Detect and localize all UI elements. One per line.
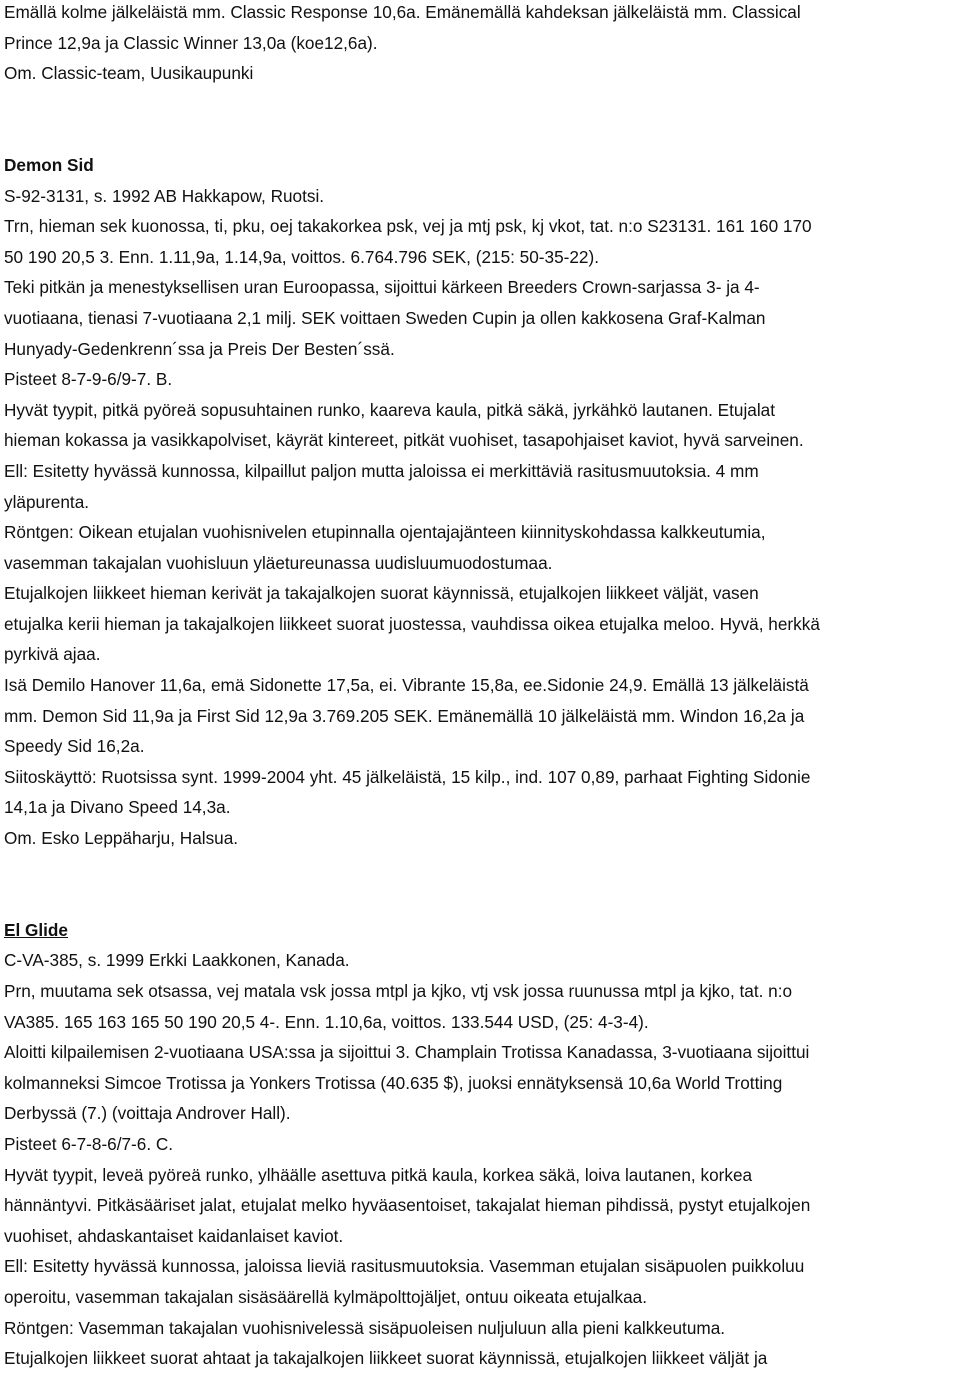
document-page: [4, 0, 956, 1374]
intro-section: [4, 0, 956, 89]
text-line: hieman kokassa ja vasikkapolviset, käyrät kintereet, pitkät vuohiset, tasapohjaiset kaviot, hyvä sarveinen.: [4, 430, 804, 451]
text-line: Etujalkojen liikkeet hieman kerivät ja takajalkojen suorat käynnissä, etujalkojen liikkeet väljät, vasen: [4, 583, 759, 604]
text-line: Prince 12,9a ja Classic Winner 13,0a (koe12,6a).: [4, 32, 378, 53]
text-line: Etujalkojen liikkeet suorat ahtaat ja takajalkojen liikkeet suorat käynnissä, etujalkojen liikkeet väljät ja: [4, 1348, 768, 1369]
text-line: hännäntyvi. Pitkäsääriset jalat, etujalat melko hyväasentoiset, takajalat hieman pihdissä, pystyt etujalkojen: [4, 1195, 811, 1216]
text-line: Prn, muutama sek otsassa, vej matala vsk jossa mtpl ja kjko, vtj vsk jossa ruunussa mtpl ja kjko, tat. n:o: [4, 981, 793, 1001]
text-line: kolmanneksi Simcoe Trotissa ja Yonkers Trotissa (40.635 $), juoksi ennätyksensä 10,6a World Trotting: [4, 1072, 783, 1093]
text-line: yläpurenta.: [4, 491, 90, 512]
text-line: S-92-3131, s. 1992 AB Hakkapow, Ruotsi.: [4, 185, 325, 206]
text-line: Ell: Esitetty hyvässä kunnossa, jaloissa lieviä rasitusmuutoksia. Vasemman etujalan sisäpuolen puikkoluu: [4, 1256, 805, 1277]
text-line: vuotiaana, tienasi 7-vuotiaana 2,1 milj. SEK voittaen Sweden Cupin ja ollen kakkosena Graf-Kalman: [4, 307, 766, 328]
spacer: [4, 854, 956, 885]
horse-name-heading: Demon Sid: [4, 154, 94, 175]
spacer: [4, 89, 956, 120]
text-line: Trn, hieman sek kuonossa, ti, pku, oej takakorkea psk, vej ja mtj psk, kj vkot, tat. n:o S23131. 161 160 170: [4, 216, 812, 237]
text-line: Speedy Sid 16,2a.: [4, 736, 145, 757]
text-line: Isä Demilo Hanover 11,6a, emä Sidonette 17,5a, ei. Vibrante 15,8a, ee.Sidonie 24,9. Emällä 13 jälkeläistä: [4, 675, 809, 696]
horse-entry-demon-sid: [4, 150, 956, 854]
text-line: Om. Esko Leppäharju, Halsua.: [4, 828, 239, 849]
text-line: mm. Demon Sid 11,9a ja First Sid 12,9a 3.769.205 SEK. Emänemällä 10 jälkeläistä mm. Windon 16,2a ja: [4, 705, 805, 726]
text-line: VA385. 165 163 165 50 190 20,5 4-. Enn. 1.10,6a, voittos. 133.544 USD, (25: 4-3-4).: [4, 1011, 649, 1032]
text-line: Derbyssä (7.) (voittaja Androver Hall).: [4, 1103, 291, 1124]
text-line: Hyvät tyypit, leveä pyöreä runko, ylhäälle asettuva pitkä kaula, korkea säkä, loiva lautanen, korkea: [4, 1164, 753, 1185]
text-line: Pisteet 6-7-8-6/7-6. C.: [4, 1133, 174, 1154]
text-line: Ell: Esitetty hyvässä kunnossa, kilpaillut paljon mutta jaloissa ei merkittäviä rasitusmuutoksia. 4 mm: [4, 460, 759, 481]
text-line: Emällä kolme jälkeläistä mm. Classic Response 10,6a. Emänemällä kahdeksan jälkeläistä mm. Classical: [4, 2, 801, 22]
text-line: Röntgen: Vasemman takajalan vuohisnivelessä sisäpuoleisen nuljuluun alla pieni kalkkeutuma.: [4, 1317, 726, 1338]
text-line: Hyvät tyypit, pitkä pyöreä sopusuhtainen runko, kaareva kaula, pitkä säkä, jyrkähkö lautanen. Etujalat: [4, 399, 776, 420]
horse-name-heading: El Glide: [4, 919, 68, 940]
text-line: Teki pitkän ja menestyksellisen uran Euroopassa, sijoittui kärkeen Breeders Crown-sarjassa 3- ja 4-: [4, 277, 760, 298]
text-line: C-VA-385, s. 1999 Erkki Laakkonen, Kanada.: [4, 950, 350, 971]
text-line: Aloitti kilpailemisen 2-vuotiaana USA:ssa ja sijoittui 3. Champlain Trotissa Kanadassa, 3-vuotiaana sijoittui: [4, 1042, 810, 1063]
spacer: [4, 119, 956, 150]
text-line: pyrkivä ajaa.: [4, 644, 101, 665]
text-line: 14,1a ja Divano Speed 14,3a.: [4, 797, 231, 818]
text-line: vasemman takajalan vuohisluun yläetureunassa uudisluumuodostumaa.: [4, 552, 553, 573]
text-line: 50 190 20,5 3. Enn. 1.11,9a, 1.14,9a, voittos. 6.764.796 SEK, (215: 50-35-22).: [4, 246, 599, 267]
text-line: Pisteet 8-7-9-6/9-7. B.: [4, 369, 173, 390]
text-line: vuohiset, ahdaskantaiset kaidanlaiset kaviot.: [4, 1225, 344, 1246]
text-line: Siitoskäyttö: Ruotsissa synt. 1999-2004 yht. 45 jälkeläistä, 15 kilp., ind. 107 0,89, parhaat Fighting Sidonie: [4, 766, 811, 787]
text-line: operoitu, vasemman takajalan sisäsäärellä kylmäpolttojäljet, ontuu oikeata etujalkaa.: [4, 1286, 647, 1307]
text-line: Om. Classic-team, Uusikaupunki: [4, 63, 254, 84]
horse-entry-el-glide: [4, 915, 956, 1374]
text-line: etujalka kerii hieman ja takajalkojen liikkeet suorat juostessa, vauhdissa oikea etujalka meloo. Hyvä, herkkä: [4, 613, 820, 634]
spacer: [4, 884, 956, 915]
text-line: Hunyady-Gedenkrenn´ssa ja Preis Der Besten´ssä.: [4, 338, 395, 359]
text-line: Röntgen: Oikean etujalan vuohisnivelen etupinnalla ojentajajänteen kiinnityskohdassa kalkkeutumia,: [4, 522, 766, 543]
